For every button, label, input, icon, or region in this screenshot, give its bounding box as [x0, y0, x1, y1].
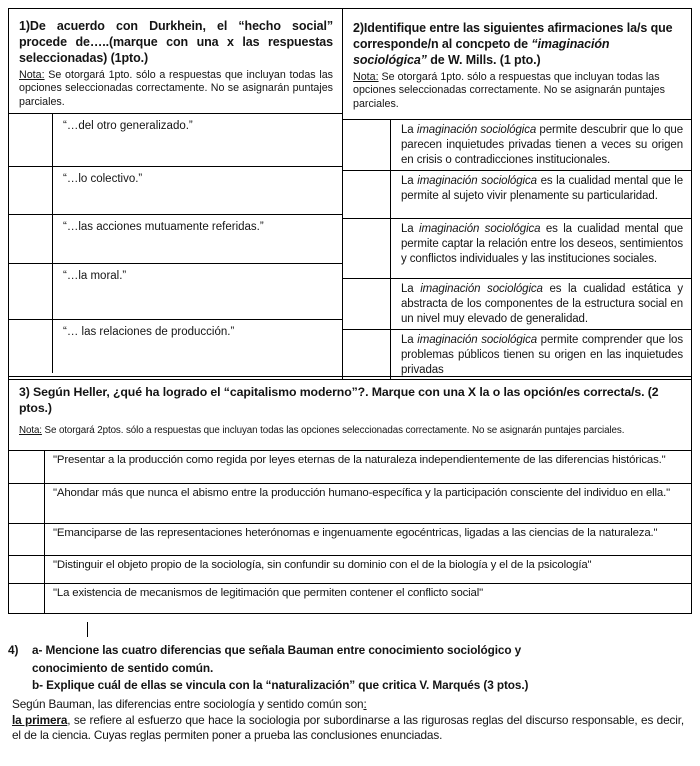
q3-option-row [9, 583, 691, 613]
q2-statement-row [343, 119, 691, 170]
question-2-column [343, 9, 691, 379]
q2-statement-text: La imaginación sociológica permite descubrir que lo que parecen inquietudes privadas tienen a veces su origen en crisis o contradicciones institucionales. [401, 124, 683, 166]
q2-answer-cell-5[interactable] [343, 330, 391, 380]
q2-statement-row [343, 329, 691, 380]
question-1-column [9, 9, 343, 379]
q1-option-row [9, 166, 342, 214]
answer-line-1: Según Bauman, las diferencias entre sociología y sentido común son: [12, 697, 367, 711]
q3-answer-cell-1[interactable] [9, 451, 45, 483]
note-text: Se otorgará 1pto. sólo a respuestas que incluyan todas las opciones seleccionadas correctamente. No se asignarán puntajes parciales. [19, 68, 334, 108]
q1-answer-cell-2[interactable] [9, 167, 53, 214]
q2-statement-text: La imaginación sociológica es la cualidad mental que permite captar la relación entre los deseos, sentimientos y conflictos individuales y las instituciones sociales. [401, 222, 684, 265]
q1-option-row [9, 319, 342, 373]
q1-option-row [9, 113, 342, 166]
q2-statement-row [343, 170, 691, 218]
q3-option-text: "Emanciparse de las representaciones heterónomas e ingenuamente egocéntricas, ligadas a las ciencias de la naturaleza." [53, 527, 658, 539]
question-3-note [19, 425, 679, 436]
answer-body: la primera, se refiere al esfuerzo que hace la sociologia por subordinarse a las rigurosas reglas del discurso responsable, es decir, el de la ciencia. Cuyas reglas permiten poner a prueba las conclusiones enunciadas. [12, 712, 684, 743]
q3-answer-cell-5[interactable] [9, 584, 45, 613]
q3-option-text: "Presentar a la producción como regida por leyes eternas de la naturaleza independientemente de las diferencias históricas." [53, 454, 666, 466]
question-3-title: 3) Según Heller, ¿qué ha logrado el “capitalismo moderno”?. Marque con una X la o las opción/es correcta/s. (2 ptos.) [19, 385, 659, 416]
q1-option-row [9, 214, 342, 263]
q1-answer-cell-4[interactable] [9, 264, 53, 319]
question-2-header [343, 9, 691, 119]
q3-option-text: "Distinguir el objeto propio de la sociología, sin confundir su dominio con el de la biología y el de la psicología" [53, 559, 592, 571]
q3-answer-cell-4[interactable] [9, 556, 45, 583]
note-label: Nota: [353, 70, 379, 83]
q2-statement-text: La imaginación sociológica es la cualidad mental que le permite al sujeto vivir plenamente su particularidad. [401, 174, 683, 202]
q3-option-row [9, 450, 691, 483]
question-4-line-b: b- Explique cuál de ellas se vincula con la “naturalización” que critica V. Marqués (3 ptos.) [32, 678, 529, 693]
note-text: Se otorgará 1pto. sólo a respuestas que incluyan todas las opciones seleccionadas correctamente. No se asignarán puntajes parciales. [353, 70, 665, 110]
q2-statement-text: La imaginación sociológica permite comprender que los problemas públicos tienen su origen en las inquietudes privadas [401, 333, 683, 376]
question-1-title: 1)De acuerdo con Durkhein, el “hecho social” procede de…..(marque con una x las respuestas seleccionadas) (1pto.) [19, 19, 334, 65]
q1-option-text: “…la moral.” [63, 270, 127, 282]
q2-statement-text: La imaginación sociológica es la cualidad estática y abstracta de los componentes de la estructura social en un nivel muy elevado de generalidad. [401, 282, 683, 325]
question-4-line-a2: conocimiento de sentido común. [32, 660, 214, 675]
q3-option-row [9, 555, 691, 583]
q1-answer-cell-5[interactable] [9, 320, 53, 373]
underlined-colon: : [363, 697, 367, 711]
q1-option-text: “… las relaciones de producción.” [63, 326, 235, 338]
note-text: Se otorgará 2ptos. sólo a respuestas que incluyan todas las opciones seleccionadas correctamente. No se asignarán puntajes parciales. [41, 425, 625, 437]
q2-statement-row [343, 218, 691, 278]
question-4-line-a1: 4) a- Mencione las cuatro diferencias que señala Bauman entre conocimiento sociológico y [8, 642, 686, 660]
q1-answer-cell-3[interactable] [9, 215, 53, 263]
q2-answer-cell-4[interactable] [343, 279, 391, 329]
text-cursor [87, 622, 88, 637]
note-label: Nota: [19, 425, 42, 437]
q1-answer-cell-1[interactable] [9, 114, 53, 166]
questions-1-2-table [8, 8, 692, 380]
question-3-table [8, 376, 692, 614]
q1-option-row [9, 263, 342, 319]
question-2-title: 2)Identifique entre las siguientes afirmaciones la/s que corresponde/n al concpeto de “imaginación sociológica” de W. Mills. (1 pto.) [353, 21, 673, 67]
question-3-header [9, 377, 691, 450]
answer-lead: la primera [12, 712, 68, 727]
question-4-block [8, 642, 686, 695]
note-label: Nota: [19, 68, 45, 81]
q1-option-text: “…del otro generalizado.” [63, 120, 193, 132]
q3-answer-cell-3[interactable] [9, 524, 45, 555]
q2-statement-row [343, 278, 691, 329]
question-2-note [353, 71, 682, 112]
q2-answer-cell-1[interactable] [343, 120, 391, 170]
q2-answer-cell-3[interactable] [343, 219, 391, 278]
q3-option-row [9, 483, 691, 523]
answer-paragraph [12, 697, 684, 744]
question-4-marker: 4) [8, 643, 19, 657]
q3-answer-cell-2[interactable] [9, 484, 45, 523]
q1-option-text: “…las acciones mutuamente referidas.” [63, 221, 264, 233]
q3-option-text: "Ahondar más que nunca el abismo entre la producción humano-específica y la participación consciente del individuo en ella." [53, 487, 670, 499]
q2-answer-cell-2[interactable] [343, 171, 391, 218]
q1-option-text: “…lo colectivo.” [63, 173, 143, 185]
question-1-note [19, 69, 333, 110]
q3-option-row [9, 523, 691, 555]
q3-option-text: "La existencia de mecanismos de legitimación que permiten contener el conflicto social" [53, 587, 484, 599]
question-1-header [9, 9, 342, 113]
